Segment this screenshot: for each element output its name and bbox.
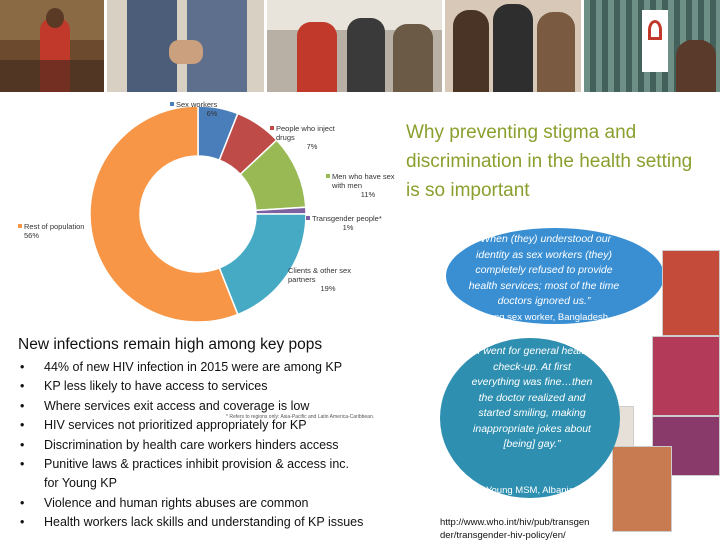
bullet-dot-icon: • xyxy=(20,418,25,433)
list-item xyxy=(18,416,438,435)
quote-text-msm: “I went for general health check-up. At first everything was fine…then the doctor realized and started smiling, making inappropriate jokes about [being] gay.” xyxy=(471,345,593,450)
list-item xyxy=(18,377,438,396)
slide-title: Why preventing stigma and discrimination in the health setting is so important xyxy=(406,122,693,201)
legend-swatch-5 xyxy=(18,224,22,228)
bullet-dot-icon: • xyxy=(20,360,25,374)
legend-swatch-4 xyxy=(282,268,286,272)
slice-name: Sex workers xyxy=(176,100,218,109)
slice-name: Men who have sex with men xyxy=(332,172,395,190)
slice-name: Transgender people* xyxy=(312,214,382,223)
bullet-dot-icon: • xyxy=(20,398,25,413)
source-url: http://www.who.int/hiv/pub/transgender/transgender-hiv-policy/en/ xyxy=(440,517,590,541)
slice-value: 19% xyxy=(320,284,336,293)
photo-group-women xyxy=(445,0,580,92)
bullet-dot-icon: • xyxy=(20,457,25,472)
bullet-text: Discrimination by health care workers hinders access xyxy=(44,437,339,452)
list-item xyxy=(18,397,438,416)
bullet-text: HIV services not prioritized appropriately for KP xyxy=(44,418,307,433)
list-item xyxy=(18,494,438,513)
slice-value: 1% xyxy=(342,223,354,232)
photo-street-group xyxy=(267,0,442,92)
bullet-text: Health workers lack skills and understanding of KP issues xyxy=(44,515,364,530)
bullet-text: Violence and human rights abuses are common xyxy=(44,495,309,510)
photo-holding-hands xyxy=(107,0,264,92)
bullet-dot-icon: • xyxy=(20,495,25,510)
slice-label-0 xyxy=(176,100,248,118)
photo-strip xyxy=(0,0,720,92)
slice-label-2 xyxy=(332,172,404,199)
list-item xyxy=(18,455,358,494)
list-item xyxy=(18,436,438,455)
bullet-text: Punitive laws & practices inhibit provision & access inc. for Young KP xyxy=(44,457,349,491)
list-item xyxy=(18,358,438,377)
slice-label-4 xyxy=(288,266,368,293)
slice-name: Clients & other sex partners xyxy=(288,266,351,284)
bullet-text: KP less likely to have access to services xyxy=(44,379,268,394)
slice-value: 6% xyxy=(206,109,218,118)
report-cover-2 xyxy=(652,336,720,416)
bullet-dot-icon: • xyxy=(20,437,25,452)
report-cover-5 xyxy=(612,446,672,532)
slice-label-3 xyxy=(312,214,384,232)
slice-value: 11% xyxy=(360,190,376,199)
key-pops-bullet-list xyxy=(18,358,438,533)
quote-text-sex-worker: “When (they) understood our identity as sex workers (they) completely refused to provide health services; most of the time doctors ignored us.” xyxy=(468,233,620,307)
section-heading: New infections remain high among key pops xyxy=(18,336,323,353)
legend-swatch-1 xyxy=(270,126,274,130)
quote-attribution-msm: Young MSM, Albania xyxy=(486,485,574,496)
slice-name: Rest of population xyxy=(24,222,85,231)
legend-swatch-0 xyxy=(170,102,174,106)
bullet-dot-icon: • xyxy=(20,515,25,530)
slice-value: 56% xyxy=(24,231,40,240)
quote-attribution-sex-worker: Young sex worker, Bangladesh xyxy=(477,312,609,323)
slice-value: 7% xyxy=(306,142,318,151)
slice-label-1 xyxy=(276,124,348,151)
photo-ribbon-window xyxy=(584,0,720,92)
bullet-text: Where services exit access and coverage is low xyxy=(44,398,310,413)
bullet-text: 44% of new HIV infection in 2015 were are among KP xyxy=(44,360,343,374)
chart-footnote: * Refers to regions only: Asia-Pacific and Latin America-Caribbean. xyxy=(226,414,375,420)
report-cover-1 xyxy=(662,250,720,336)
report-covers xyxy=(612,250,720,542)
slice-label-5 xyxy=(24,222,104,240)
bullet-dot-icon: • xyxy=(20,379,25,394)
photo-woman-street xyxy=(0,0,104,92)
list-item xyxy=(18,513,438,532)
legend-swatch-3 xyxy=(306,216,310,220)
slice-name: People who inject drugs xyxy=(276,124,335,142)
legend-swatch-2 xyxy=(326,174,330,178)
